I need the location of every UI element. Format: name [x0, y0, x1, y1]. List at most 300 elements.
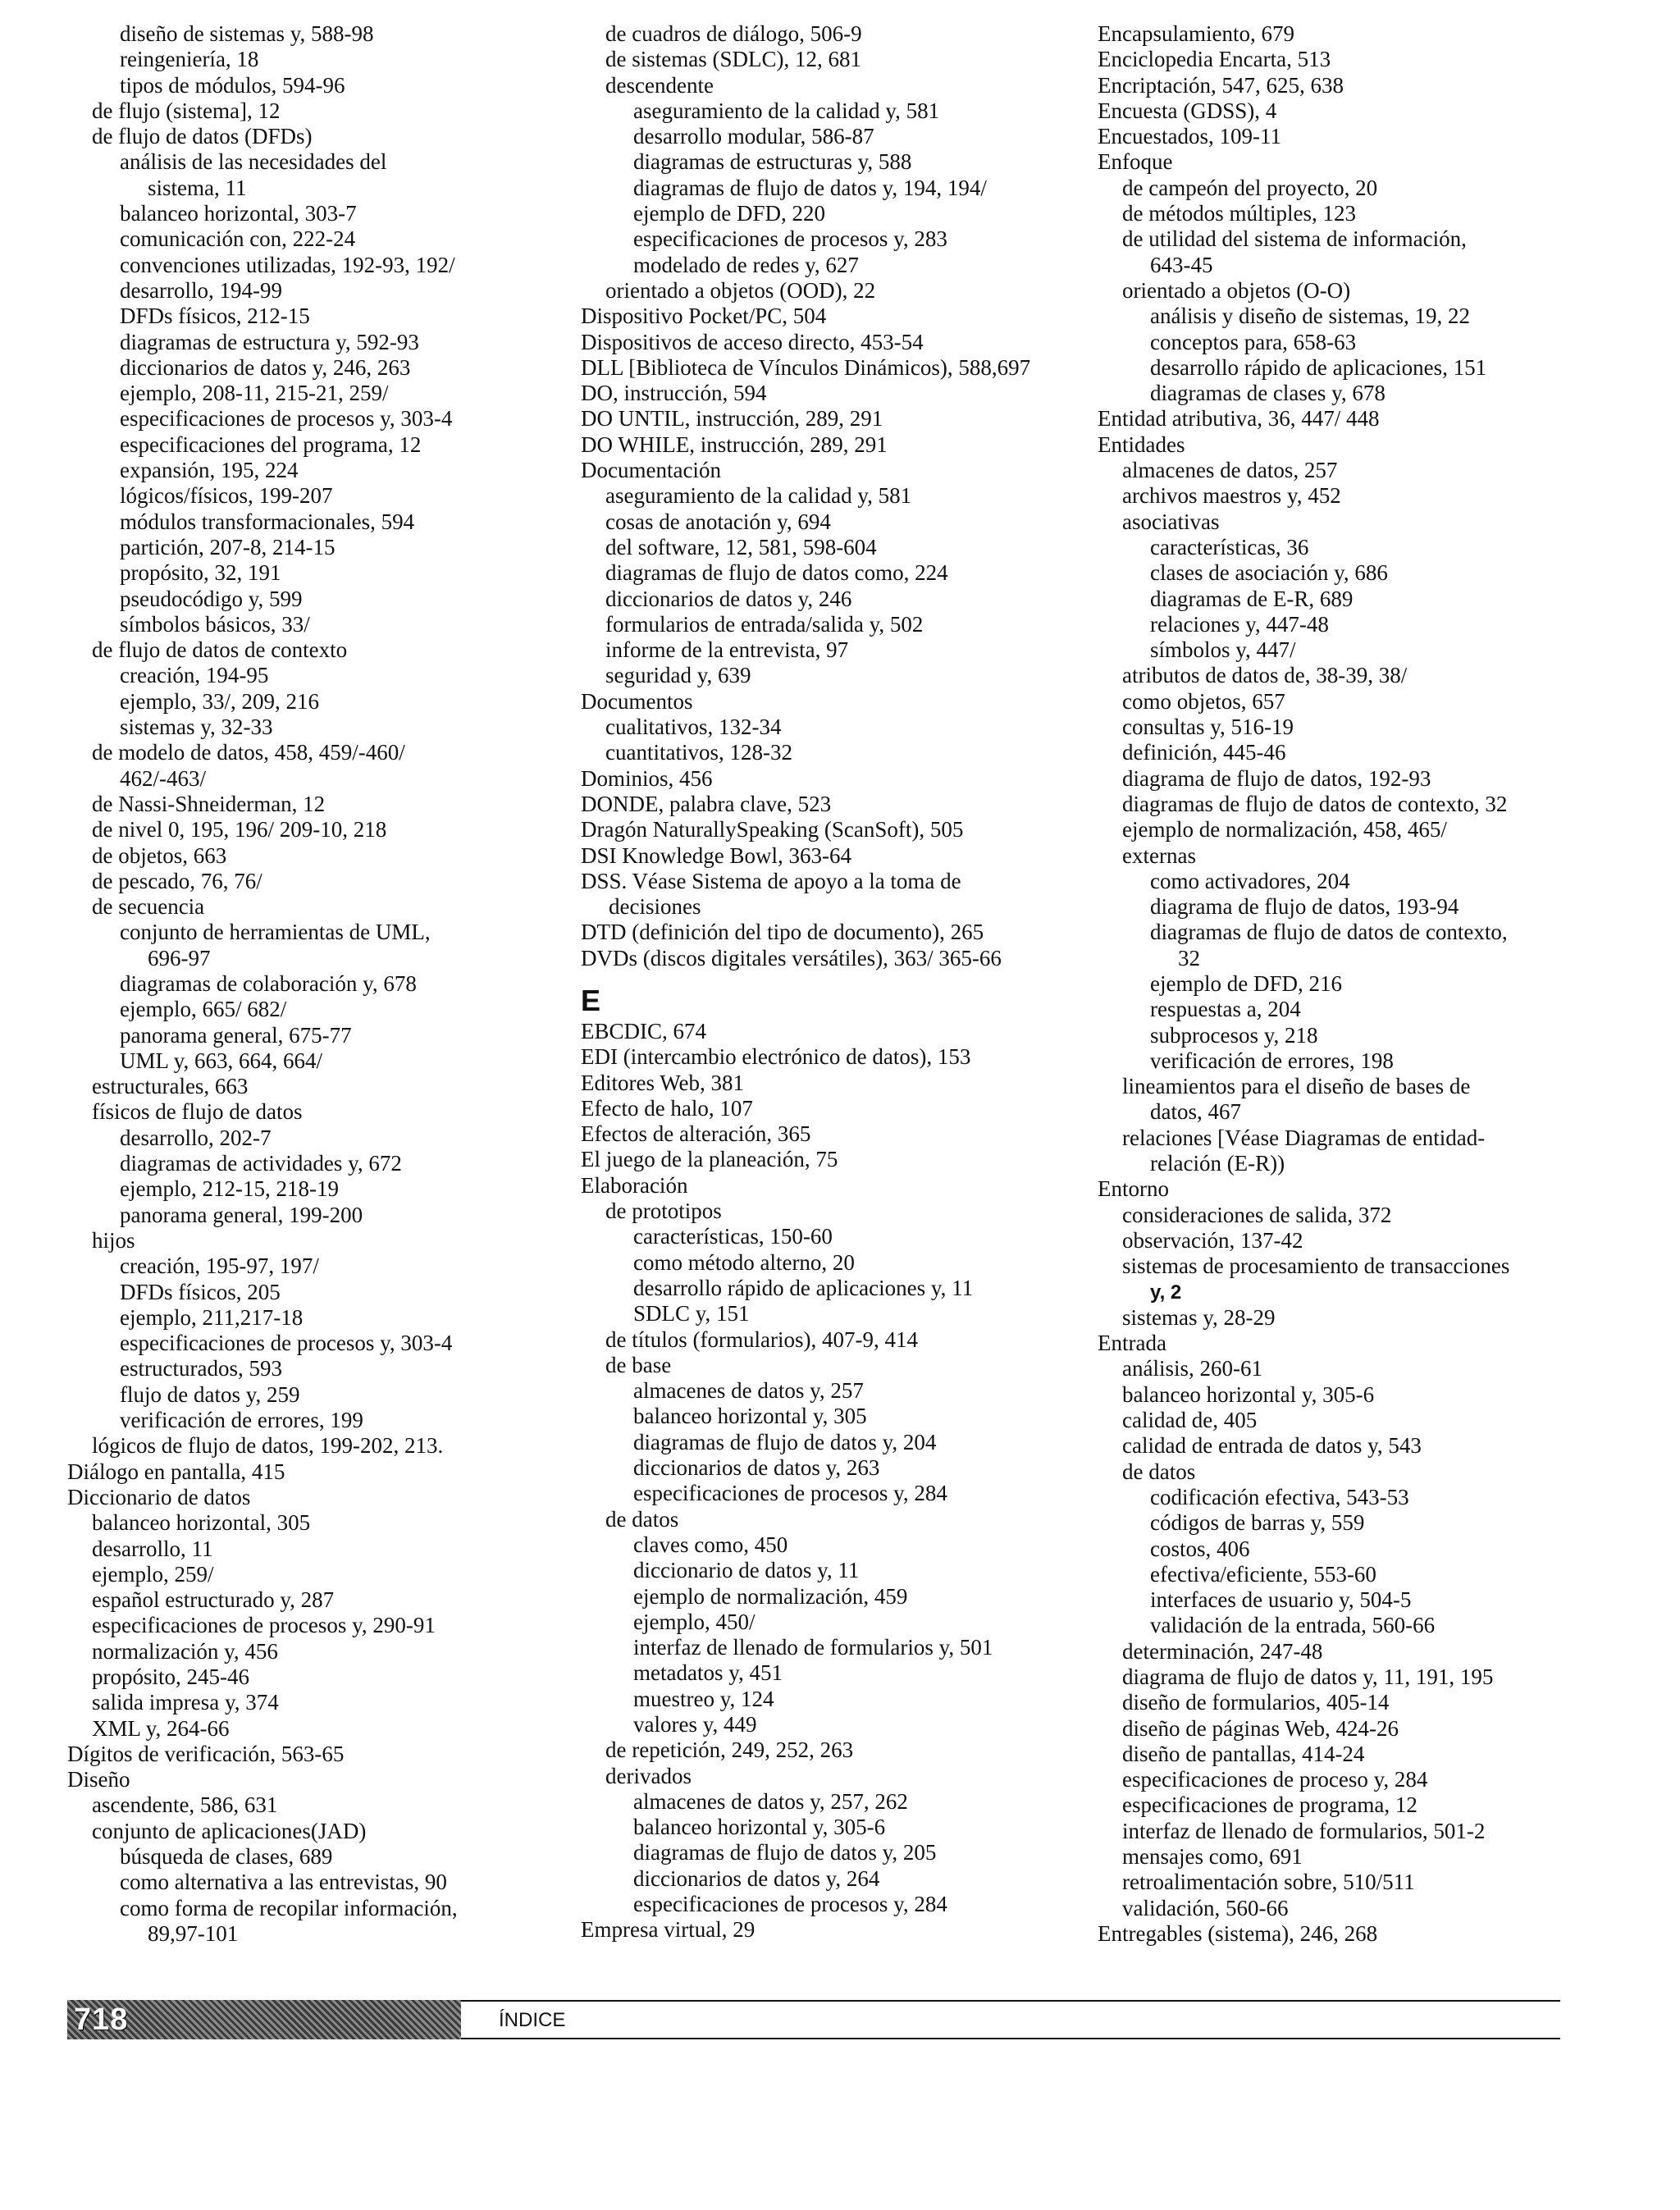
index-entry-text: XML y, 264-66 [92, 1715, 230, 1741]
index-entry [1098, 330, 1639, 355]
index-entry-text: diccionarios de datos y, 246, 263 [120, 354, 411, 380]
index-entry-text: creación, 194-95 [120, 663, 269, 688]
index-entry-text: Encapsulamiento, 679 [1098, 21, 1294, 46]
index-entry [67, 1433, 586, 1459]
index-entry-text: clases de asociación y, 686 [1150, 560, 1388, 586]
index-entry [67, 663, 586, 688]
index-entry [581, 535, 1099, 560]
index-entry-text: diagramas de flujo de datos y, 205 [633, 1840, 937, 1865]
index-entry-text: diagrama de flujo de datos, 192-93 [1122, 765, 1431, 791]
index-entry [581, 1507, 1099, 1532]
index-entry-text: DO WHILE, instrucción, 289, 291 [581, 431, 888, 457]
index-entry-text: de métodos múltiples, 123 [1122, 201, 1356, 226]
index-entry-text: desarrollo, 194-99 [120, 277, 282, 303]
index-entry [1098, 792, 1639, 817]
index-entry-text: como forma de recopilar información, [120, 1895, 458, 1920]
index-entry-text: cuantitativos, 128-32 [605, 740, 792, 765]
index-entry [1098, 1048, 1639, 1074]
index-entry [1098, 1382, 1639, 1408]
index-entry [581, 1378, 1099, 1404]
index-entry-text: de base [605, 1352, 672, 1377]
index-entry-text: características, 36 [1150, 534, 1309, 559]
index-entry-text: modelado de redes y, 627 [633, 252, 859, 277]
index-entry [67, 21, 586, 47]
index-entry [581, 1455, 1099, 1481]
index-entry-text: especificaciones de procesos y, 303-4 [120, 1331, 453, 1356]
index-entry-text: calidad de, 405 [1122, 1408, 1258, 1433]
index-entry [581, 792, 1099, 817]
index-entry [581, 1764, 1099, 1789]
index-entry [1098, 1896, 1639, 1921]
index-entry [1098, 1664, 1639, 1690]
index-entry [67, 1023, 586, 1048]
index-entry [1098, 587, 1639, 612]
index-entry-text: ejemplo, 208-11, 215-21, 259/ [120, 381, 389, 406]
index-entry-text: análisis y diseño de sistemas, 19, 22 [1150, 304, 1470, 329]
index-entry-text: ejemplo, 665/ 682/ [120, 997, 287, 1022]
index-entry-text: mensajes como, 691 [1122, 1844, 1303, 1870]
index-entry [67, 612, 586, 637]
index-entry [581, 1737, 1099, 1763]
index-entry-text: de sistemas (SDLC), 12, 681 [605, 47, 861, 72]
index-entry [581, 1584, 1099, 1610]
index-entry-text: pseudocódigo y, 599 [120, 586, 303, 611]
index-entry [581, 766, 1099, 792]
index-entry-text: panorama general, 675-77 [120, 1022, 352, 1048]
index-entry [67, 1280, 586, 1305]
index-entry [581, 124, 1099, 149]
index-entry [1098, 1510, 1639, 1536]
index-entry-text: diagramas de estructura y, 592-93 [120, 329, 419, 354]
index-entry-text: especificaciones del programa, 12 [120, 431, 422, 457]
index-entry-text: desarrollo, 202-7 [120, 1125, 272, 1150]
index-entry [67, 740, 586, 792]
index-entry [67, 920, 586, 971]
index-entry-text: metadatos y, 451 [633, 1660, 783, 1686]
index-entry-text: Documentos [581, 688, 693, 714]
index-entry-text: físicos de flujo de datos [92, 1099, 303, 1125]
index-entry [67, 1587, 586, 1613]
index-entry-text: especificaciones de procesos y, 290-91 [92, 1613, 436, 1638]
index-entry-text: desarrollo, 11 [92, 1536, 213, 1561]
index-entry-text: verificación de errores, 198 [1150, 1048, 1394, 1073]
index-entry-text: conceptos para, 658-63 [1150, 329, 1357, 354]
index-entry [581, 637, 1099, 663]
index-entry [581, 432, 1099, 458]
index-entry-text: Efectos de alteración, 365 [581, 1121, 811, 1147]
index-entry-text: DVDs (discos digitales versátiles), 363/ 365-66 [581, 945, 1002, 970]
index-entry-text: cualitativos, 132-34 [605, 715, 782, 740]
index-entry [67, 1459, 586, 1485]
index-entry-text: diagramas de flujo de datos de contexto, [1150, 920, 1508, 945]
index-entry-text: de datos [605, 1506, 679, 1532]
index-entry [581, 278, 1099, 304]
index-entry-text: diseño de pantallas, 414-24 [1122, 1741, 1365, 1766]
index-entry [67, 1844, 586, 1870]
index-entry-text: diagramas de estructuras y, 588 [633, 149, 912, 175]
index-entry-text: de datos [1122, 1459, 1196, 1484]
index-entry-text: diagramas de colaboración y, 678 [120, 970, 417, 996]
index-entry [67, 1742, 586, 1767]
index-entry [581, 1121, 1099, 1147]
index-entry [581, 1660, 1099, 1686]
index-entry-text: Diccionario de datos [67, 1484, 251, 1509]
index-entry-text: como objetos, 657 [1122, 688, 1285, 714]
index-entry [1098, 47, 1639, 72]
index-entry-text: Entregables (sistema), 246, 268 [1098, 1920, 1378, 1946]
index-entry-text: estructurados, 593 [120, 1356, 282, 1381]
index-entry-text: valores y, 449 [633, 1712, 757, 1737]
index-entry-text: desarrollo rápido de aplicaciones y, 11 [633, 1275, 974, 1300]
index-entry-text: EDI (intercambio electrónico de datos), 153 [581, 1044, 971, 1070]
index-entry [1098, 381, 1639, 406]
index-entry [581, 73, 1099, 98]
index-entry-text: El juego de la planeación, 75 [581, 1147, 838, 1172]
index-entry [1098, 1767, 1639, 1792]
index-entry [581, 21, 1099, 47]
index-entry-text: de campeón del proyecto, 20 [1122, 175, 1378, 200]
footer-rule [461, 2000, 1560, 2002]
index-entry [1098, 663, 1639, 688]
index-entry [581, 869, 1099, 920]
index-entry [67, 1074, 586, 1099]
index-entry [581, 1019, 1099, 1044]
index-entry-text: relaciones [Véase Diagramas de entidad- [1122, 1125, 1486, 1150]
index-entry [1098, 1742, 1639, 1767]
index-entry [67, 253, 586, 278]
index-entry [581, 381, 1099, 406]
index-entry [581, 330, 1099, 355]
index-entry [67, 509, 586, 535]
index-entry [581, 1840, 1099, 1865]
index-entry-text: de repetición, 249, 252, 263 [605, 1737, 854, 1763]
index-entry [1098, 920, 1639, 971]
index-entry [1098, 458, 1639, 483]
index-entry [1098, 1023, 1639, 1048]
index-entry-text: especificaciones de procesos y, 284 [633, 1892, 947, 1917]
index-entry-continuation: relación (E-R)) [1150, 1151, 1285, 1176]
index-entry [581, 587, 1099, 612]
index-entry-text: ejemplo de DFD, 220 [633, 201, 825, 226]
index-entry-text: de Nassi-Shneiderman, 12 [92, 791, 326, 816]
index-entry-text: diagrama de flujo de datos y, 11, 191, 195 [1122, 1664, 1494, 1689]
index-entry-text: balanceo horizontal, 305 [92, 1510, 311, 1536]
index-entry [1098, 1459, 1639, 1485]
index-entry [581, 663, 1099, 688]
index-entry-text: Documentación [581, 458, 721, 483]
index-entry [1098, 176, 1639, 201]
index-entry-text: partición, 207-8, 214-15 [120, 534, 336, 559]
index-entry [1098, 509, 1639, 535]
index-entry-continuation: datos, 467 [1150, 1099, 1241, 1125]
index-entry-text: respuestas a, 204 [1150, 997, 1301, 1022]
index-entry-text: relaciones y, 447-48 [1150, 611, 1329, 637]
index-entry-text: DTD (definición del tipo de documento), 265 [581, 920, 984, 945]
index-entry-text: EBCDIC, 674 [581, 1018, 707, 1043]
index-entry-text: de modelo de datos, 458, 459/-460/ [92, 740, 405, 765]
index-entry [67, 406, 586, 431]
index-entry [581, 1687, 1099, 1712]
index-entry-text: ejemplo de normalización, 458, 465/ [1122, 817, 1447, 842]
index-entry-text: atributos de datos de, 38-39, 38/ [1122, 663, 1408, 688]
index-entry-text: especificaciones de procesos y, 283 [633, 226, 947, 252]
index-entry [581, 817, 1099, 842]
index-entry-text: orientado a objetos (OOD), 22 [605, 277, 876, 303]
index-entry [581, 1558, 1099, 1583]
index-entry [67, 1870, 586, 1895]
index-entry [1098, 1176, 1639, 1202]
index-entry [581, 1635, 1099, 1660]
index-entry-text: externas [1122, 842, 1196, 868]
index-entry-text: de flujo (sistema], 12 [92, 98, 281, 123]
index-entry-text: seguridad y, 639 [605, 663, 751, 688]
index-entry [67, 1382, 586, 1408]
index-entry [1098, 1870, 1639, 1895]
index-entry [581, 509, 1099, 535]
index-entry [67, 1228, 586, 1253]
index-entry [67, 894, 586, 920]
index-entry [581, 304, 1099, 329]
index-entry-text: desarrollo modular, 586-87 [633, 124, 874, 149]
index-entry [67, 1176, 586, 1202]
index-entry-text: diseño de páginas Web, 424-26 [1122, 1715, 1399, 1741]
index-entry-text: de secuencia [92, 894, 205, 920]
index-entry [67, 843, 586, 869]
index-entry-text: ascendente, 586, 631 [92, 1792, 278, 1818]
index-entry [1098, 124, 1639, 149]
index-entry-text: estructurales, 663 [92, 1074, 249, 1099]
index-entry [67, 226, 586, 252]
index-entry-text: ejemplo, 450/ [633, 1609, 756, 1634]
index-entry [581, 1532, 1099, 1558]
index-entry [67, 1792, 586, 1818]
index-entry [1098, 201, 1639, 226]
index-entry-text: determinación, 247-48 [1122, 1638, 1323, 1664]
index-entry-text: sistemas y, 28-29 [1122, 1304, 1276, 1330]
index-entry [67, 73, 586, 98]
index-entry [67, 971, 586, 997]
index-entry-text: de cuadros de diálogo, 506-9 [605, 21, 862, 46]
index-entry-text: aseguramiento de la calidad y, 581 [605, 483, 912, 509]
index-entry [1098, 1690, 1639, 1715]
index-entry [1098, 1587, 1639, 1613]
index-entry-text: asociativas [1122, 509, 1220, 534]
index-entry [67, 1485, 586, 1510]
index-entry [581, 740, 1099, 765]
index-entry-text: códigos de barras y, 559 [1150, 1510, 1365, 1536]
index-entry-text: observación, 137-42 [1122, 1227, 1303, 1253]
index-entry [67, 1819, 586, 1844]
index-entry [1098, 1562, 1639, 1587]
index-entry-text: Dispositivos de acceso directo, 453-54 [581, 329, 924, 354]
index-entry [1098, 1613, 1639, 1638]
index-entry [67, 124, 586, 149]
index-entry [1098, 21, 1639, 47]
index-entry-text: de objetos, 663 [92, 842, 227, 868]
index-entry [1098, 98, 1639, 124]
index-entry [67, 689, 586, 715]
index-entry [67, 1331, 586, 1356]
index-entry-text: balanceo horizontal y, 305 [633, 1404, 867, 1429]
index-entry-text: descendente [605, 72, 714, 98]
index-entry-text: balanceo horizontal y, 305-6 [633, 1815, 886, 1840]
index-entry-text: subprocesos y, 218 [1150, 1022, 1318, 1048]
index-column-2 [581, 21, 1099, 1943]
index-entry [1098, 1536, 1639, 1562]
index-entry-text: Efecto de halo, 107 [581, 1095, 753, 1121]
index-entry-text: de títulos (formularios), 407-9, 414 [605, 1326, 918, 1352]
index-entry [67, 1408, 586, 1433]
index-entry-text: efectiva/eficiente, 553-60 [1150, 1561, 1376, 1587]
index-entry-text: balanceo horizontal, 303-7 [120, 201, 357, 226]
index-entry [67, 458, 586, 483]
index-entry-text: reingeniería, 18 [120, 47, 259, 72]
index-entry-text: módulos transformacionales, 594 [120, 509, 415, 534]
index-entry-text: de flujo de datos (DFDs) [92, 124, 313, 149]
index-entry [67, 149, 586, 201]
index-entry-text: español estructurado y, 287 [92, 1587, 335, 1613]
index-entry-text: diagramas de flujo de datos de contexto, 32 [1122, 791, 1508, 816]
index-entry [67, 1253, 586, 1279]
index-entry [581, 1610, 1099, 1635]
index-entry-text: convenciones utilizadas, 192-93, 192/ [120, 252, 455, 277]
index-entry-text: diagrama de flujo de datos, 193-94 [1150, 894, 1459, 920]
index-entry-text: ejemplo de normalización, 459 [633, 1583, 908, 1609]
index-entry-continuation: 32 [1178, 945, 1200, 970]
index-entry [1098, 894, 1639, 920]
index-entry [1098, 689, 1639, 715]
page-number: 718 [74, 2002, 129, 2037]
index-entry-text: diccionarios de datos y, 246 [605, 586, 852, 611]
index-entry-text: de utilidad del sistema de información, [1122, 226, 1467, 252]
index-entry-text: flujo de datos y, 259 [120, 1381, 300, 1407]
index-entry [1098, 432, 1639, 458]
index-entry-text: conjunto de herramientas de UML, [120, 920, 431, 945]
index-entry [1098, 1253, 1639, 1305]
index-entry-continuation: 89,97-101 [148, 1920, 239, 1946]
index-entry [67, 483, 586, 509]
index-entry [581, 1147, 1099, 1172]
index-entry [1098, 1356, 1639, 1381]
index-entry [1098, 1126, 1639, 1177]
index-entry [1098, 1716, 1639, 1742]
index-entry-continuation: y, 2 [1150, 1281, 1182, 1304]
index-entry [581, 689, 1099, 715]
index-entry [1098, 843, 1639, 869]
index-entry [581, 612, 1099, 637]
index-entry-text: almacenes de datos y, 257, 262 [633, 1788, 908, 1814]
index-entry-text: DFDs físicos, 212-15 [120, 304, 310, 329]
index-entry [67, 637, 586, 663]
index-entry [1098, 1433, 1639, 1459]
index-entry [67, 1126, 586, 1151]
index-entry [1098, 355, 1639, 381]
index-entry [581, 149, 1099, 175]
index-entry-text: DSS. Véase Sistema de apoyo a la toma de [581, 868, 961, 893]
index-entry-text: como método alterno, 20 [633, 1249, 855, 1275]
index-entry [581, 355, 1099, 381]
index-entry-text: Encuestados, 109-11 [1098, 124, 1281, 149]
index-entry-text: propósito, 32, 191 [120, 560, 281, 586]
index-column-1 [67, 21, 586, 1947]
index-entry-text: de pescado, 76, 76/ [92, 868, 262, 893]
index-entry [67, 1716, 586, 1742]
index-entry [581, 1301, 1099, 1326]
index-entry-text: símbolos básicos, 33/ [120, 611, 310, 637]
index-entry [581, 560, 1099, 586]
index-entry-text: lógicos/físicos, 199-207 [120, 483, 333, 509]
index-entry-continuation: 696-97 [148, 945, 211, 970]
index-entry [67, 1896, 586, 1947]
index-entry-text: diseño de formularios, 405-14 [1122, 1690, 1390, 1715]
index-entry-text: desarrollo rápido de aplicaciones, 151 [1150, 354, 1487, 380]
index-entry [581, 1404, 1099, 1429]
index-entry-text: comunicación con, 222-24 [120, 226, 356, 252]
index-entry-text: retroalimentación sobre, 510/511 [1122, 1870, 1415, 1895]
index-entry-text: SDLC y, 151 [633, 1301, 750, 1326]
index-entry-text: lógicos de flujo de datos, 199-202, 213. [92, 1433, 444, 1459]
index-entry [581, 1481, 1099, 1506]
index-entry [1098, 278, 1639, 304]
index-entry-text: Editores Web, 381 [581, 1070, 745, 1095]
index-entry-text: de flujo de datos de contexto [92, 637, 348, 663]
index-entry-text: codificación efectiva, 543-53 [1150, 1484, 1409, 1509]
index-entry-text: UML y, 663, 664, 664/ [120, 1048, 322, 1073]
index-entry [581, 1071, 1099, 1096]
index-entry [1098, 740, 1639, 765]
index-entry-text: formularios de entrada/salida y, 502 [605, 611, 924, 637]
index-entry [1098, 715, 1639, 740]
index-entry [1098, 1819, 1639, 1844]
index-entry [1098, 226, 1639, 278]
index-entry-text: Enfoque [1098, 149, 1173, 175]
index-entry [581, 406, 1099, 431]
index-entry-text: hijos [92, 1227, 135, 1253]
index-entry-text: DO, instrucción, 594 [581, 381, 767, 406]
index-entry [67, 1151, 586, 1176]
index-entry-text: DONDE, palabra clave, 523 [581, 791, 832, 816]
index-entry [1098, 869, 1639, 894]
index-entry [1098, 1074, 1639, 1126]
index-entry-text: panorama general, 199-200 [120, 1202, 363, 1227]
index-entry-text: especificaciones de programa, 12 [1122, 1792, 1418, 1818]
index-entry-text: Elaboración [581, 1172, 688, 1198]
index-entry [581, 483, 1099, 509]
index-entry-continuation: 462/-463/ [120, 765, 206, 791]
index-entry-text: claves como, 450 [633, 1532, 788, 1557]
index-entry-text: diccionarios de datos y, 263 [633, 1455, 880, 1481]
index-entry-continuation: decisiones [609, 894, 701, 920]
index-entry-text: Diálogo en pantalla, 415 [67, 1459, 285, 1484]
index-entry-text: aseguramiento de la calidad y, 581 [633, 98, 940, 123]
index-entry-text: validación, 560-66 [1122, 1895, 1289, 1920]
page-footer [67, 2000, 1560, 2049]
index-entry-text: especificaciones de procesos y, 284 [633, 1481, 947, 1506]
index-entry-text: ejemplo, 259/ [92, 1561, 214, 1587]
index-entry [1098, 997, 1639, 1022]
index-entry [1098, 1203, 1639, 1228]
index-entry [67, 98, 586, 124]
index-entry-text: diagramas de clases y, 678 [1150, 381, 1386, 406]
index-entry [581, 47, 1099, 72]
index-entry [67, 330, 586, 355]
index-entry [581, 1917, 1099, 1943]
index-entry [67, 1536, 586, 1562]
index-entry-text: ejemplo, 212-15, 218-19 [120, 1176, 339, 1202]
index-entry [581, 843, 1099, 869]
index-entry-continuation: 643-45 [1150, 252, 1213, 277]
index-entry [581, 1250, 1099, 1276]
